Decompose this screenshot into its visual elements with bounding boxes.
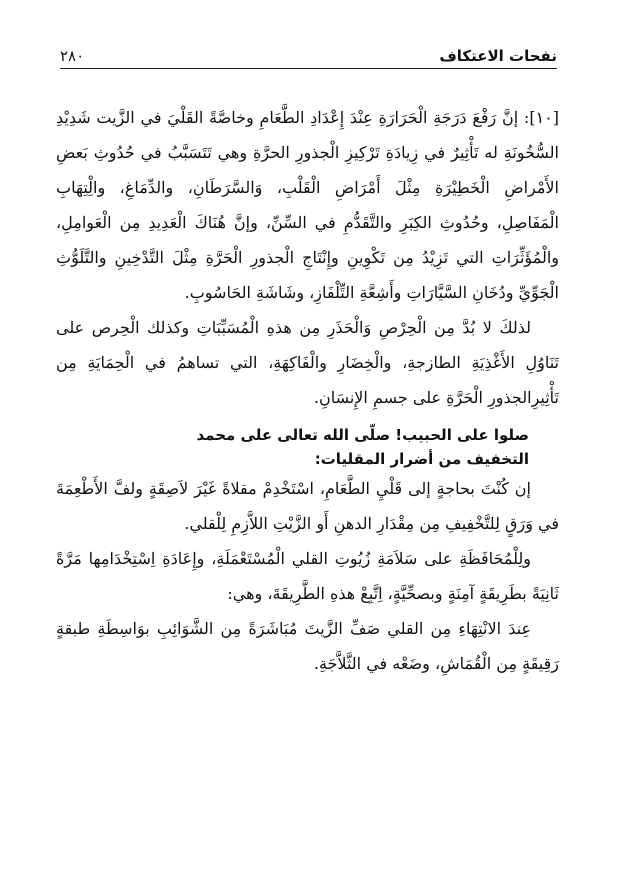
paragraph-oil-preservation: ولِلْمُحَافَظَةِ على سَلاَمَةِ زُيُوتِ القلي الْمُسْتَعْمَلَةِ، وإِعَادَةِ اِسْتِخْدَامِها مَرَّةً ثَانِيَةً بطَرِيقَةٍ آمِنَةٍ وبصحِّيَّةٍ، اِتَّبِعْ هذهِ الطَّرِيقَةَ، وهي: — [56, 549, 559, 603]
page-body — [56, 100, 559, 681]
paragraph-oil-filtering: عِندَ الانْتِهَاءِ مِن القلي صَفِّ الزَّيتَ مُبَاشَرَةً مِن الشَّوَائِبِ بوَاسِطَةِ طبقةٍ رَقِيقَةٍ مِن الْقُمَاشِ، وضَعْه في الثَّلاَّجَةِ. — [56, 619, 559, 673]
section-heading: التخفيف من أضرار المقليات: — [314, 450, 529, 468]
paragraph-frying-tips: إن كُنْتَ بحاجةٍ إلى قَلْيِ الطَّعَامِ، اسْتَخْدِمْ مقلاةً غَيْرَ لاَصِقَةٍ ولفَّ الأَطْعِمَةَ في وَرَقٍ لِلتَّخْفِيفِ مِن مِقْدَارِ الدهنِ أَو الزَّيْتِ اللاَّزِمِ لِلْقلي. — [56, 479, 559, 533]
salawat-line: صلوا على الحبيب! صلّى الله تعالى على محمد — [196, 426, 529, 444]
running-title: نفحات الاعتكاف — [439, 47, 557, 65]
page-number: ٢٨٠ — [60, 47, 85, 65]
footnote-paragraph: [١٠]: إنَّ رَفْعَ دَرَجَةِ الْحَرَارَةِ عِنْدَ إِعْدَادِ الطَّعَامِ وخاصَّةً القَلْيَ في الزَّيت شَدِيْدِ السُّخُونَةِ له تَأْثِيرٌ في زِيادَةِ تَرْكِيزِ الْجذورِ الحرَّةِ وهي تَتَسَبَّبُ في حُدُوثِ بَعضِ الأَمْراضِ الْخَطِيْرَةِ مِثْلَ أَمْرَاضِ الْقَلْبِ، وَالسَّرَطَانِ، والدِّمَاغِ، والِْتِهَابِ الْمَفَاصِلِ، وحُدُوثِ الكِبَرِ والتَّقَدُّمِ في السِّنِّ، وإنَّ هُنَاكَ الْعَدِيدِ مِن الْعَوامِلِ، والْمُؤَثِّرَاتِ التي تَزِيْدُ مِن تَكْوِينِ وإِنْتَاجِ الْجذورِ الْحَرَّةِ مِثْلَ التَّدْخِينِ والتَّلَوُّثِ الْجَوِّيِّ ودُخَانِ السَّيَّارَاتِ وأَشِعَّةِ التِّلْفَازِ، وشَاشَةِ الحَاسُوبِ. — [56, 108, 559, 302]
paragraph-precaution: لذلكَ لا بُدَّ مِن الْحِرْصِ وَالْحَذَرِ مِن هذهِ الْمُسَبِّبَاتِ وكذلك الْحِرص على تَنَاوُلِ الأَغْذِيَةِ الطازجةِ، والْخِضَارِ والْفَاكِهَةِ، التي تساهمُ في الْحِمَايَةِ مِن تَأْثِيرِالجذورِ الْحَرَّةِ على جسمِ الإِنسَانِ. — [56, 318, 559, 407]
page-header — [60, 38, 557, 69]
